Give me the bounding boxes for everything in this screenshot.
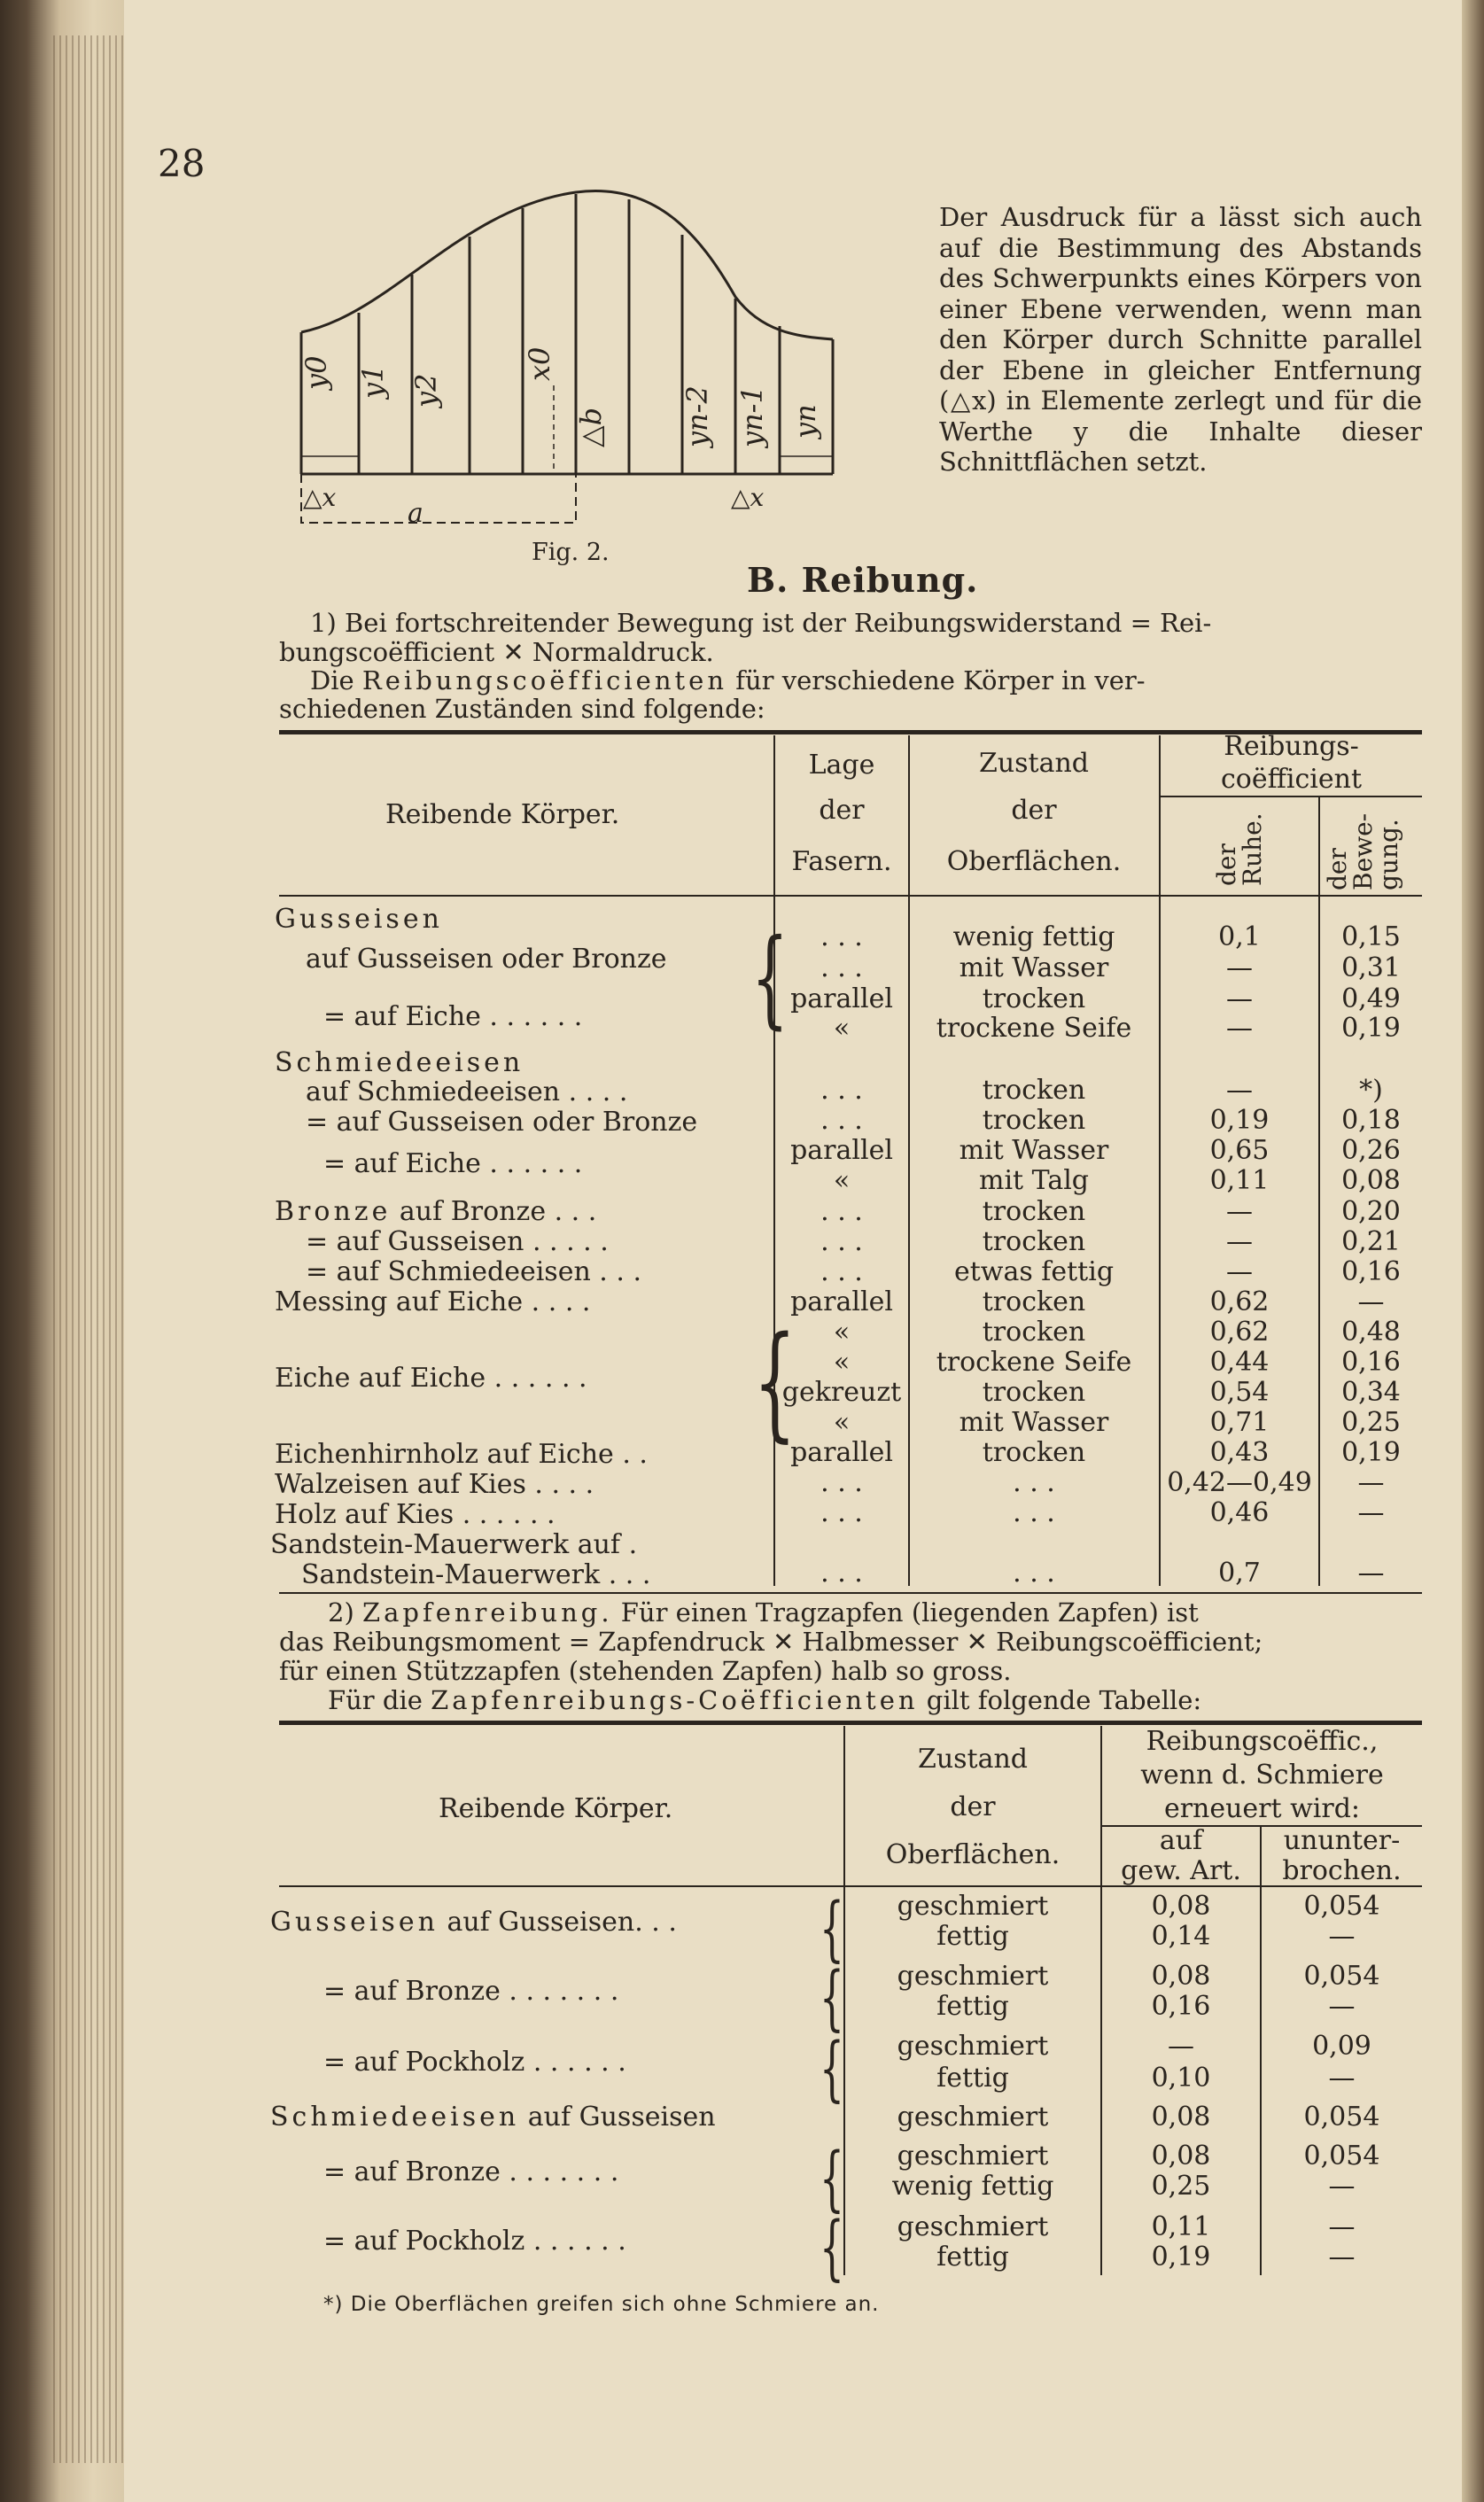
t2-head-body: Reibende Körper.: [439, 1793, 673, 1824]
table1-header-rule: [279, 895, 1422, 897]
t1-head-body: Reibende Körper.: [385, 799, 620, 830]
label-b: △b: [574, 407, 608, 447]
label-a: a: [408, 498, 423, 529]
footnote: *) Die Oberflächen greifen sich ohne Schmiere an.: [323, 2293, 880, 2316]
intro-paragraph: Der Ausdruck für a lässt sich auch auf die Bestimmung des Abstands des Schwerpunkts eines Körpers von einer Ebene verwenden, wenn man den Körper durch Schnitte parallel der Ebene in gleicher Entfernung (△x) in Elemente zerlegt und für die Werthe y die Inhalte dieser Schnittflächen setzt.: [939, 202, 1422, 477]
figure-2: [284, 182, 851, 545]
page-right-edge: [1462, 0, 1484, 2502]
p4-line: Für die Zapfenreibungs-Coëfficienten gilt folgende Tabelle:: [328, 1685, 1202, 1715]
t1-head-ruhe: der Ruhe.: [1212, 812, 1267, 886]
p3-line3: für einen Stützzapfen (stehenden Zapfen) halb so gross.: [279, 1656, 1012, 1686]
label-dx-right: △x: [731, 483, 765, 512]
label-y2: y2: [409, 373, 443, 408]
t1-head-bewegung: der Bewe- gung.: [1323, 812, 1403, 890]
p1-line1: 1) Bei fortschreitender Bewegung ist der Reibungswiderstand = Rei-: [310, 608, 1212, 638]
figure-curve: [301, 190, 833, 339]
table2-top-rule: [279, 1721, 1422, 1725]
page-edges: [53, 35, 124, 2463]
section-title: B. Reibung.: [747, 560, 979, 600]
p3-line2: das Reibungsmoment = Zapfendruck ✕ Halbmesser ✕ Reibungscoëfficient;: [279, 1627, 1263, 1657]
label-y0: y0: [299, 355, 333, 390]
label-yn-2: yn-2: [680, 385, 714, 447]
p2-line2: schiedenen Zuständen sind folgende:: [279, 694, 765, 724]
label-yn-1: yn-1: [735, 385, 769, 447]
figure-caption: Fig. 2.: [532, 539, 610, 566]
book-spine: [0, 0, 133, 2502]
label-x0: x0: [523, 346, 556, 381]
p1-line2: bungscoëfficient ✕ Normaldruck.: [279, 637, 714, 667]
label-dx-left: △x: [303, 483, 337, 512]
p3-line1: 2) Zapfenreibung. Für einen Tragzapfen (liegenden Zapfen) ist: [328, 1597, 1199, 1628]
table1-bottom-rule: [279, 1592, 1422, 1594]
page-number: 28: [158, 142, 206, 185]
label-yn: yn: [789, 404, 822, 439]
p2-line1: Die Reibungscoëfficienten für verschiedene Körper in ver-: [310, 665, 1146, 695]
label-y1: y1: [356, 364, 390, 399]
